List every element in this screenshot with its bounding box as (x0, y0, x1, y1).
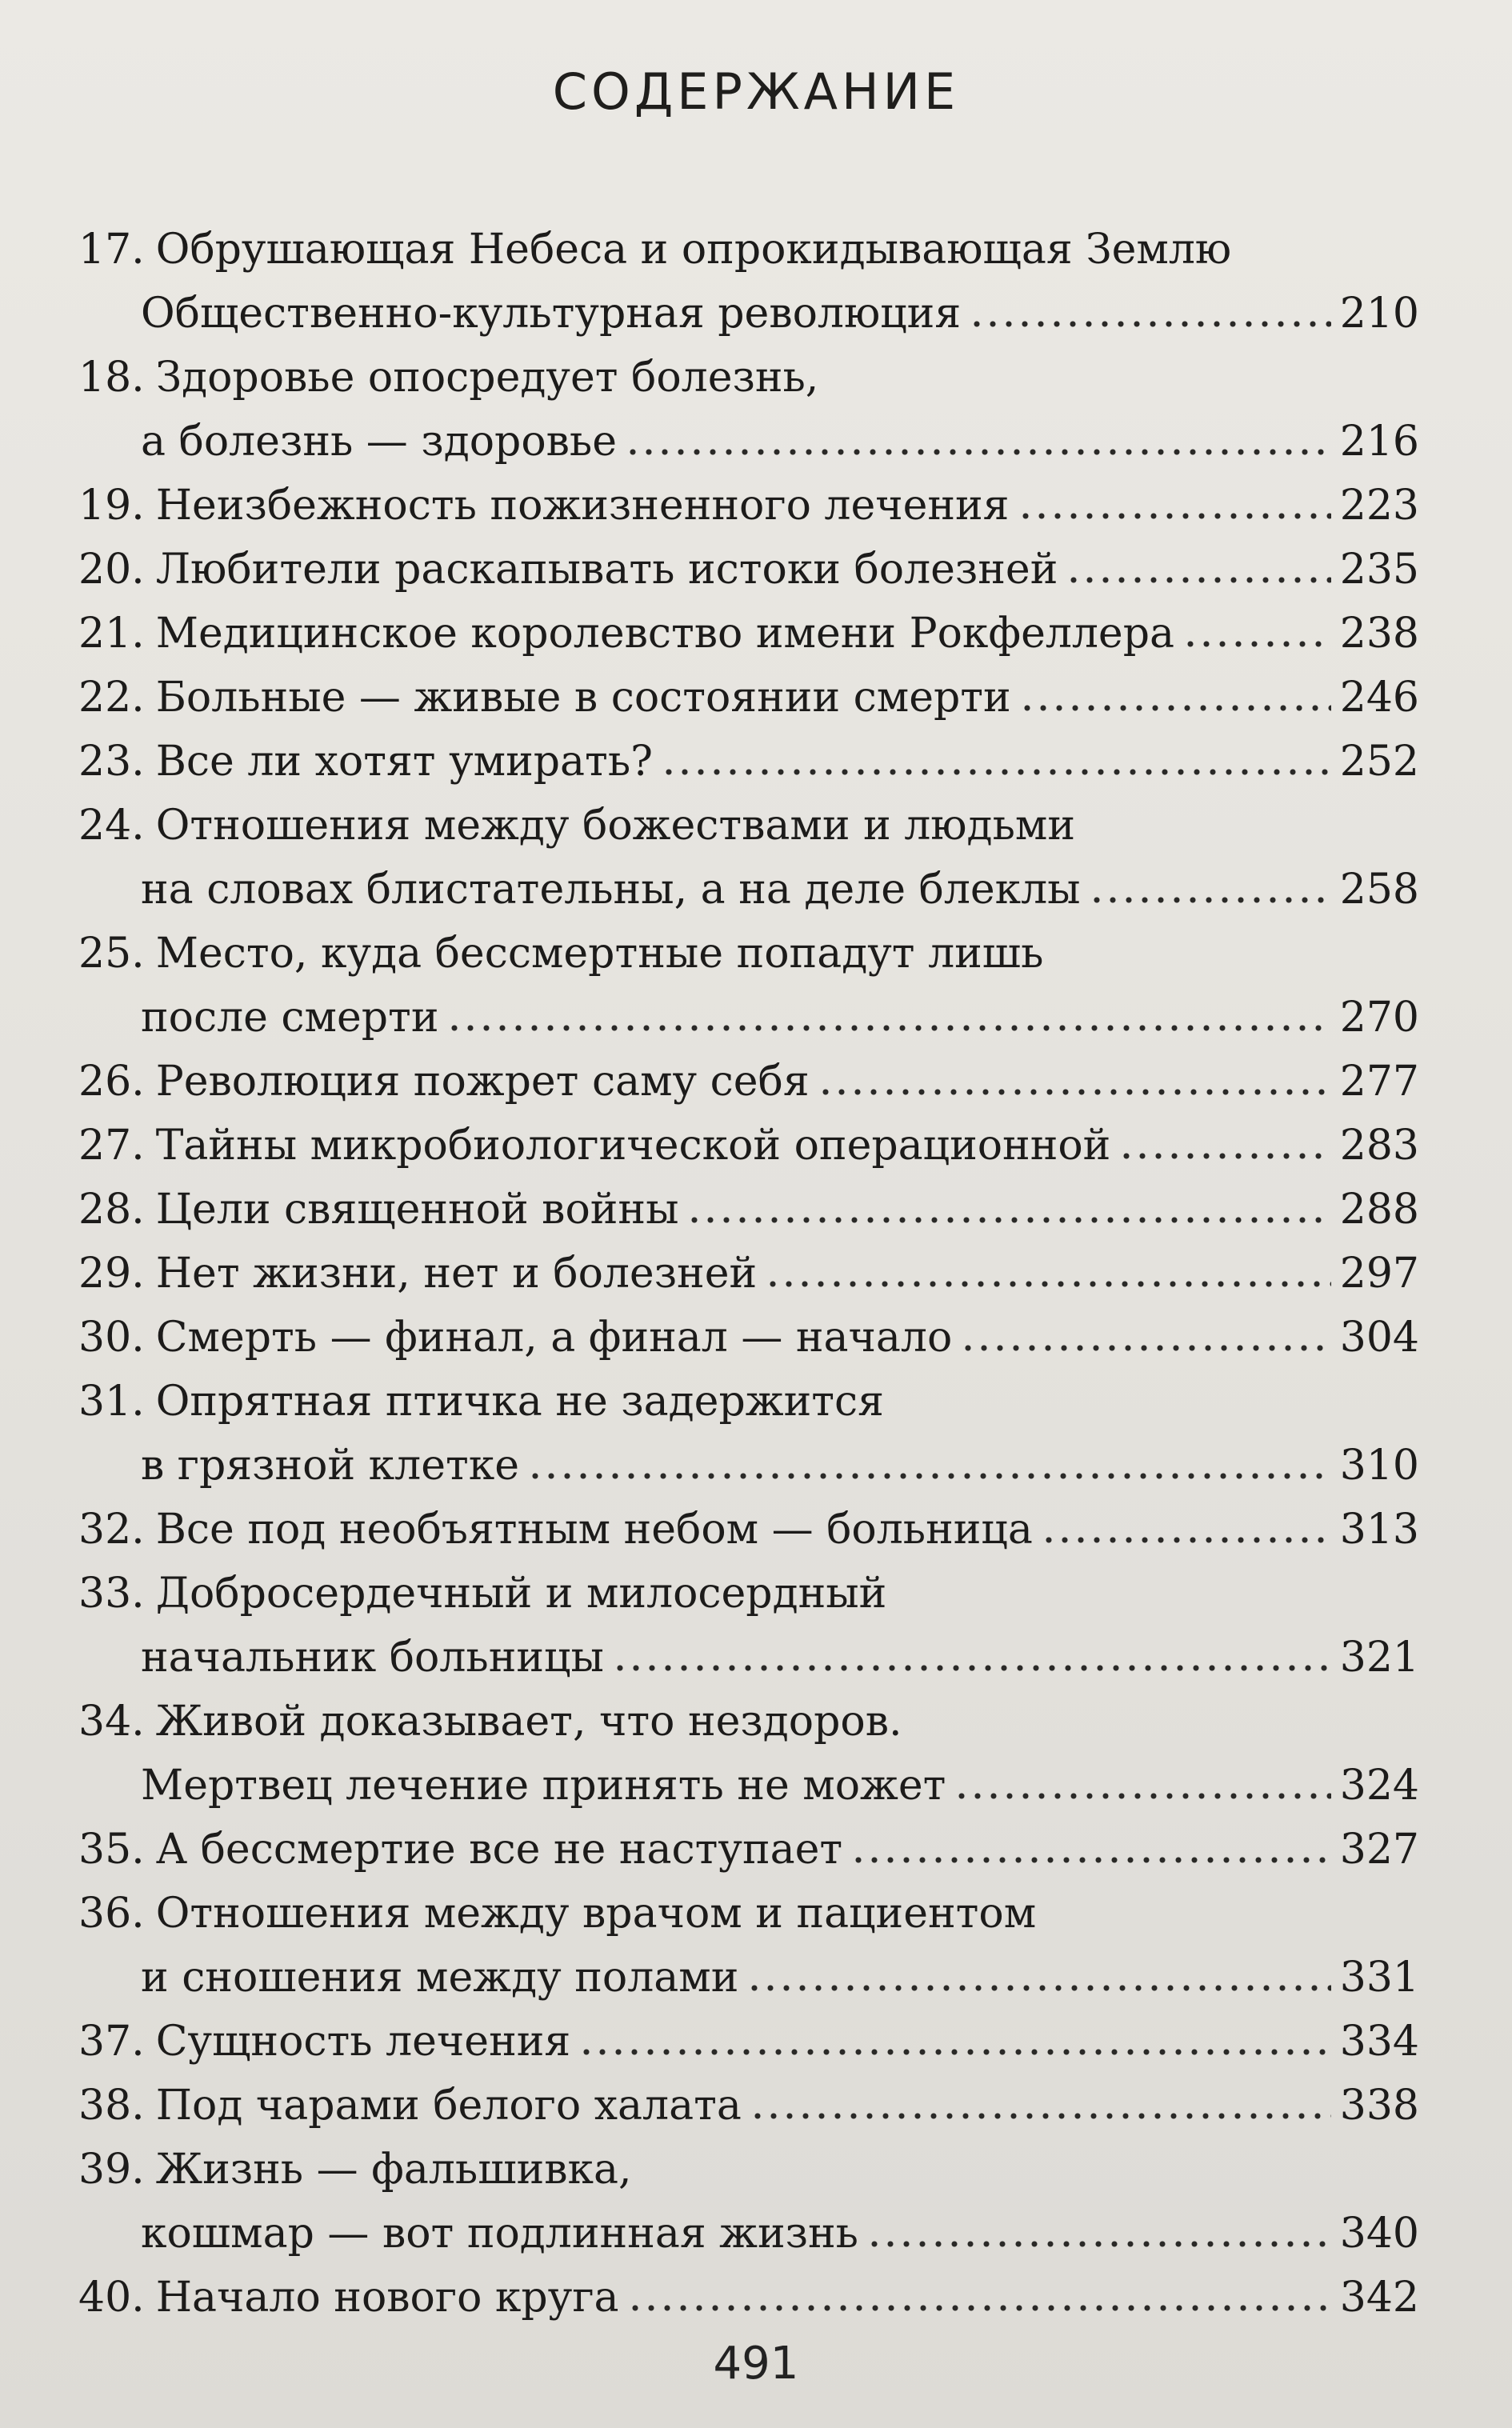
toc-line (78, 602, 1419, 666)
chapter-page-number: 297 (1339, 1250, 1419, 1298)
chapter-page-number: 216 (1339, 418, 1419, 466)
chapter-number: 31. (78, 1378, 145, 1426)
toc-entry (78, 538, 1419, 602)
toc-entry (78, 218, 1419, 346)
toc-entry (78, 1562, 1419, 1690)
toc-line (78, 1946, 1419, 2010)
dot-leader (1018, 478, 1332, 519)
chapter-title: Обрушающая Небеса и опрокидывающая Землю (155, 226, 1232, 274)
page-number: 491 (713, 2338, 799, 2390)
toc-entry (78, 474, 1419, 538)
toc-entry (78, 346, 1419, 474)
chapter-title: Место, куда бессмертные попадут лишь (155, 930, 1044, 978)
dot-leader (1182, 606, 1331, 647)
toc-line (78, 1754, 1419, 1818)
toc-entry (78, 730, 1419, 794)
chapter-page-number: 310 (1339, 1442, 1419, 1490)
chapter-title: Тайны микробиологической операционной (155, 1122, 1111, 1170)
toc-line (78, 1114, 1419, 1178)
dot-leader (627, 2270, 1331, 2311)
chapter-title: в грязной клетке (141, 1442, 520, 1490)
toc-entry (78, 2266, 1419, 2330)
toc-entry (78, 1114, 1419, 1178)
chapter-page-number: 210 (1339, 290, 1419, 338)
chapter-title: и сношения между полами (141, 1954, 739, 2002)
toc-line (78, 1562, 1419, 1626)
toc-line (78, 1242, 1419, 1306)
toc-line (78, 1882, 1419, 1946)
chapter-title: на словах блистательны, а на деле блеклы (141, 866, 1081, 914)
chapter-title: после смерти (141, 994, 439, 1042)
toc-line (78, 858, 1419, 922)
toc-line (78, 2010, 1419, 2074)
dot-leader (686, 1182, 1331, 1223)
chapter-title: Все ли хотят умирать? (155, 738, 654, 786)
toc-line (78, 1306, 1419, 1370)
toc-line (78, 346, 1419, 410)
chapter-title: Живой доказывает, что нездоров. (155, 1698, 902, 1746)
chapter-title: Любители раскапывать истоки болезней (155, 546, 1058, 594)
dot-leader (661, 734, 1331, 775)
chapter-number: 32. (78, 1506, 145, 1554)
chapter-number: 29. (78, 1250, 145, 1298)
chapter-number: 28. (78, 1186, 145, 1234)
chapter-page-number: 223 (1339, 482, 1419, 530)
toc-line (78, 218, 1419, 282)
chapter-page-number: 334 (1339, 2018, 1419, 2066)
chapter-title: Опрятная птичка не задержится (155, 1378, 884, 1426)
dot-leader (527, 1438, 1331, 1479)
chapter-number: 24. (78, 802, 145, 850)
chapter-page-number: 331 (1339, 1954, 1419, 2002)
chapter-title: кошмар — вот подлинная жизнь (141, 2210, 858, 2258)
dot-leader (1019, 670, 1331, 711)
toc-entry (78, 666, 1419, 730)
chapter-number: 25. (78, 930, 145, 978)
chapter-number: 34. (78, 1698, 145, 1746)
chapter-title: Здоровье опосредует болезнь, (155, 354, 819, 402)
chapter-page-number: 304 (1339, 1314, 1419, 1362)
toc-entry (78, 602, 1419, 666)
chapter-number: 40. (78, 2274, 145, 2322)
toc-entry (78, 1818, 1419, 1882)
toc-entry (78, 1498, 1419, 1562)
chapter-page-number: 277 (1339, 1058, 1419, 1106)
toc-entry (78, 794, 1419, 922)
chapter-title: Начало нового круга (155, 2274, 619, 2322)
chapter-page-number: 313 (1339, 1506, 1419, 1554)
chapter-title: Общественно-культурная революция (141, 290, 962, 338)
toc-line (78, 410, 1419, 474)
chapter-title: Революция пожрет саму себя (155, 1058, 810, 1106)
dot-leader (960, 1310, 1331, 1351)
table-of-contents (78, 218, 1419, 2330)
toc-line (78, 1050, 1419, 1114)
chapter-page-number: 321 (1339, 1634, 1419, 1682)
toc-line (78, 282, 1419, 346)
chapter-number: 26. (78, 1058, 145, 1106)
dot-leader (625, 414, 1331, 455)
dot-leader (969, 286, 1331, 327)
dot-leader (866, 2206, 1331, 2247)
chapter-number: 17. (78, 226, 145, 274)
chapter-page-number: 238 (1339, 610, 1419, 658)
dot-leader (850, 1822, 1331, 1863)
dot-leader (1118, 1118, 1331, 1159)
toc-line (78, 1818, 1419, 1882)
chapter-title: Под чарами белого халата (155, 2082, 742, 2130)
page-title: СОДЕРЖАНИЕ (552, 62, 960, 121)
dot-leader (1041, 1502, 1331, 1543)
toc-entry (78, 922, 1419, 1050)
chapter-page-number: 327 (1339, 1826, 1419, 1874)
toc-line (78, 794, 1419, 858)
toc-line (78, 1434, 1419, 1498)
chapter-number: 18. (78, 354, 145, 402)
chapter-title: Сущность лечения (155, 2018, 571, 2066)
dot-leader (578, 2014, 1331, 2055)
toc-line (78, 1626, 1419, 1690)
toc-line (78, 474, 1419, 538)
toc-line (78, 2138, 1419, 2202)
chapter-number: 21. (78, 610, 145, 658)
chapter-page-number: 252 (1339, 738, 1419, 786)
chapter-number: 39. (78, 2146, 145, 2194)
chapter-number: 27. (78, 1122, 145, 1170)
chapter-title: Мертвец лечение принять не может (141, 1762, 946, 1810)
toc-line (78, 2202, 1419, 2266)
toc-line (78, 730, 1419, 794)
toc-entry (78, 1370, 1419, 1498)
chapter-page-number: 338 (1339, 2082, 1419, 2130)
chapter-page-number: 283 (1339, 1122, 1419, 1170)
chapter-title: Отношения между врачом и пациентом (155, 1890, 1037, 1938)
dot-leader (750, 2078, 1331, 2119)
dot-leader (954, 1758, 1331, 1799)
chapter-number: 22. (78, 674, 145, 722)
toc-line (78, 986, 1419, 1050)
toc-entry (78, 1242, 1419, 1306)
dot-leader (746, 1950, 1331, 1991)
chapter-page-number: 324 (1339, 1762, 1419, 1810)
chapter-number: 37. (78, 2018, 145, 2066)
chapter-number: 36. (78, 1890, 145, 1938)
toc-entry (78, 2010, 1419, 2074)
chapter-page-number: 258 (1339, 866, 1419, 914)
chapter-title: Все под необъятным небом — больница (155, 1506, 1033, 1554)
toc-line (78, 922, 1419, 986)
toc-entry (78, 1690, 1419, 1818)
toc-entry (78, 2074, 1419, 2138)
chapter-title: Больные — живые в состоянии смерти (155, 674, 1011, 722)
chapter-number: 19. (78, 482, 145, 530)
chapter-page-number: 246 (1339, 674, 1419, 722)
toc-line (78, 2074, 1419, 2138)
chapter-title: Нет жизни, нет и болезней (155, 1250, 758, 1298)
chapter-title: А бессмертие все не наступает (155, 1826, 843, 1874)
dot-leader (612, 1630, 1331, 1671)
toc-entry (78, 1178, 1419, 1242)
chapter-title: Неизбежность пожизненного лечения (155, 482, 1010, 530)
chapter-page-number: 270 (1339, 994, 1419, 1042)
chapter-number: 35. (78, 1826, 145, 1874)
chapter-title: Цели священной войны (155, 1186, 679, 1234)
chapter-number: 30. (78, 1314, 145, 1362)
toc-line (78, 1690, 1419, 1754)
dot-leader (446, 990, 1331, 1031)
chapter-page-number: 342 (1339, 2274, 1419, 2322)
dot-leader (765, 1246, 1331, 1287)
toc-entry (78, 2138, 1419, 2266)
dot-leader (1089, 862, 1331, 903)
toc-line (78, 1498, 1419, 1562)
chapter-number: 38. (78, 2082, 145, 2130)
chapter-page-number: 235 (1339, 546, 1419, 594)
toc-entry (78, 1882, 1419, 2010)
chapter-title: начальник больницы (141, 1634, 604, 1682)
chapter-title: а болезнь — здоровье (141, 418, 617, 466)
chapter-title: Смерть — финал, а финал — начало (155, 1314, 953, 1362)
dot-leader (1066, 542, 1331, 583)
chapter-title: Жизнь — фальшивка, (155, 2146, 632, 2194)
toc-line (78, 538, 1419, 602)
toc-line (78, 1178, 1419, 1242)
toc-entry (78, 1306, 1419, 1370)
toc-line (78, 2266, 1419, 2330)
chapter-page-number: 340 (1339, 2210, 1419, 2258)
toc-entry (78, 1050, 1419, 1114)
chapter-number: 23. (78, 738, 145, 786)
toc-line (78, 666, 1419, 730)
chapter-title: Медицинское королевство имени Рокфеллера (155, 610, 1174, 658)
chapter-number: 33. (78, 1570, 145, 1618)
chapter-page-number: 288 (1339, 1186, 1419, 1234)
toc-line (78, 1370, 1419, 1434)
chapter-title: Отношения между божествами и людьми (155, 802, 1075, 850)
dot-leader (818, 1054, 1331, 1095)
chapter-title: Добросердечный и милосердный (155, 1570, 887, 1618)
chapter-number: 20. (78, 546, 145, 594)
